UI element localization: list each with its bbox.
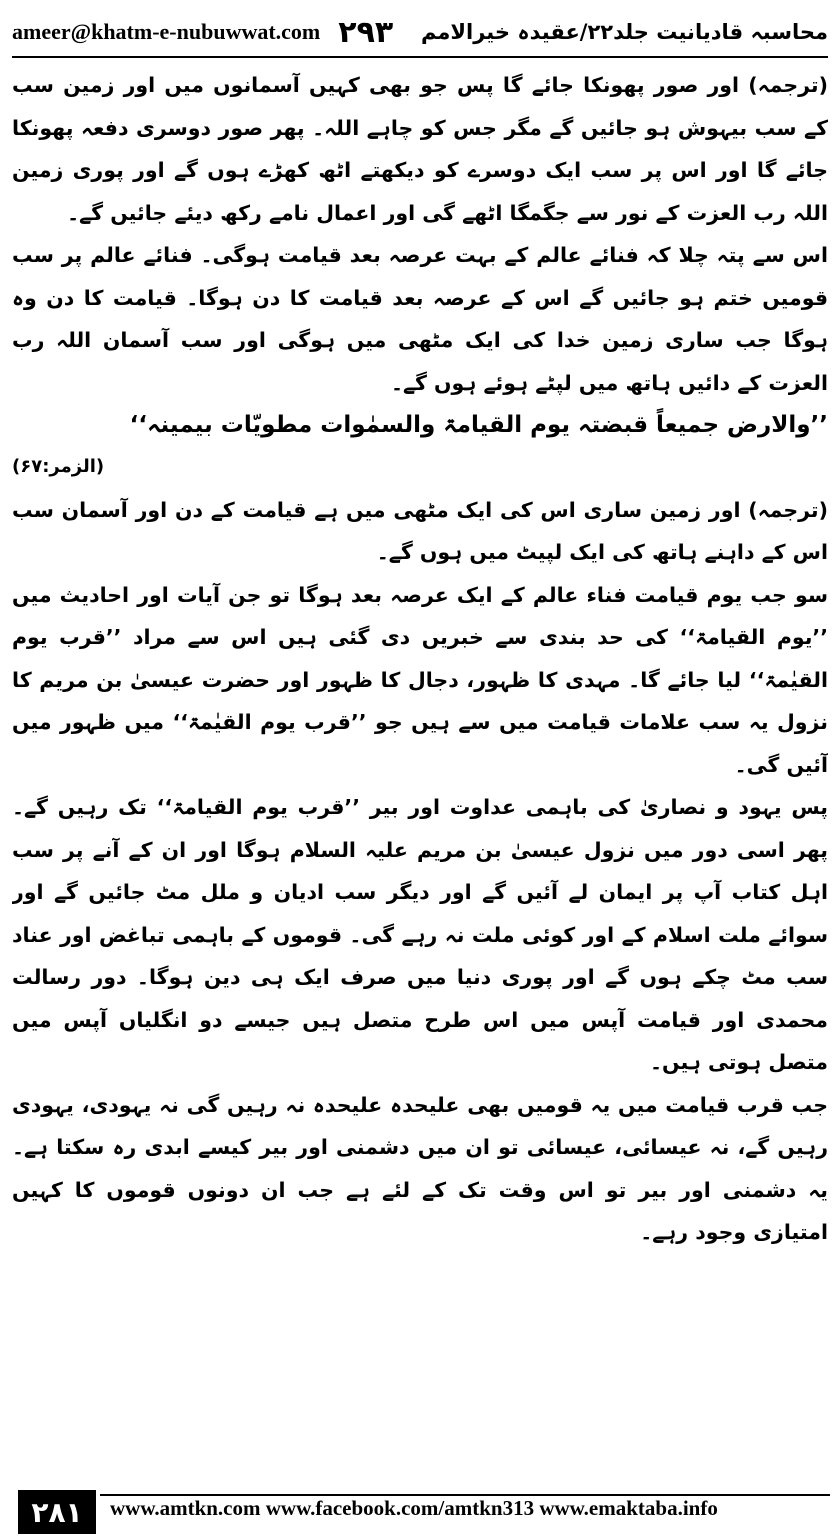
verse-reference: (الزمر:۶۷) [12, 456, 105, 477]
header-divider [12, 56, 828, 58]
arabic-verse: ’’والارض جمیعاً قبضتہ یوم القیامۃ والسمٰوات مطویّات بیمینہ‘‘ [129, 412, 828, 438]
footer-links[interactable]: www.amtkn.com www.facebook.com/amtkn313 www.emaktaba.info [110, 1496, 718, 1520]
paragraph: پس یہود و نصاریٰ کی باہمی عداوت اور بیر ’’قرب یوم القیامۃ‘‘ تک رہیں گے۔ پھر اسی دور میں نزول عیسیٰ بن مریم علیہ السلام ہوگا اور ان کے آنے پر سب اہل کتاب آپ پر ایمان لے آئیں گے اور دیگر سب ادیان و ملل مٹ جائیں گے اور سوائے ملت اسلام کے اور کوئی ملت نہ رہے گی۔ قوموں کے باہمی تباغض اور عناد سب مٹ چکے ہوں گے اور پوری دنیا میں صرف ایک ہی دین ہوگا۔ دور رسالت محمدی اور قیامت آپس میں اس طرح متصل ہیں جیسے دو انگلیاں آپس میں متصل ہوتی ہیں۔ [12, 795, 828, 1074]
header-book-title: محاسبہ قادیانیت جلد۲۲/عقیدہ خیرالامم [420, 20, 828, 44]
page-header [12, 10, 828, 54]
paragraph: جب قرب قیامت میں یہ قومیں بھی علیحدہ علیحدہ نہ رہیں گی نہ یہودی، یہودی رہیں گے، نہ عیسائی، عیسائی تو ان میں دشمنی اور بیر کیسے ابدی رہ سکتا ہے۔ یہ دشمنی اور بیر تو اس وقت تک کے لئے ہے جب ان دونوں قوموں کا کہیں امتیازی وجود رہے۔ [12, 1092, 828, 1244]
paragraph: سو جب یوم قیامت فناء عالم کے ایک عرصہ بعد ہوگا تو جن آیات اور احادیث میں ’’یوم القیامۃ‘‘ کی حد بندی سے خبریں دی گئی ہیں اس سے مراد ’’قرب یوم القیٰمۃ‘‘ لیا جائے گا۔ مہدی کا ظہور، دجال کا ظہور اور حضرت عیسیٰ بن مریم کا نزول یہ سب علامات قیامت میں سے ہیں جو ’’قرب یوم القیٰمۃ‘‘ میں ظہور میں آئیں گی۔ [12, 582, 828, 777]
paragraph: اس سے پتہ چلا کہ فنائے عالم کے بہت عرصہ بعد قیامت ہوگی۔ فنائے عالم پر سب قومیں ختم ہو جائیں گے اس کے عرصہ بعد قیامت کا دن ہوگا۔ قیامت کا دن وہ ہوگا جب ساری زمین خدا کی ایک مٹھی میں ہوگی اور سب آسمان اللہ رب العزت کے دائیں ہاتھ میں لپٹے ہوئے ہوں گے۔ [12, 243, 828, 395]
header-page-number: ۲۹۳ [338, 14, 394, 50]
footer-page-number: ۲۸۱ [18, 1490, 96, 1534]
page-body [12, 64, 828, 1460]
paragraph: (ترجمہ) اور زمین ساری اس کی ایک مٹھی میں ہے قیامت کے دن اور آسمان سب اس کے داہنے ہاتھ کی ایک لپیٹ میں ہوں گے۔ [12, 497, 828, 564]
page-footer [0, 1486, 840, 1540]
verse-reference-row [12, 446, 828, 489]
header-email[interactable]: ameer@khatm-e-nubuwwat.com [12, 19, 321, 44]
header-left [12, 15, 393, 50]
paragraph: (ترجمہ) اور صور پھونکا جائے گا پس جو بھی کہیں آسمانوں میں اور زمین سب کے سب بیہوش ہو جائیں گے مگر جس کو چاہے اللہ۔ پھر صور دوسری دفعہ پھونکا جائے گا اور اس پر سب ایک دوسرے کو دیکھتے اٹھ کھڑے ہوں گے اور پوری زمین اللہ رب العزت کے نور سے جگمگا اٹھے گی اور اعمال نامے رکھ دیئے جائیں گے۔ [12, 73, 828, 225]
